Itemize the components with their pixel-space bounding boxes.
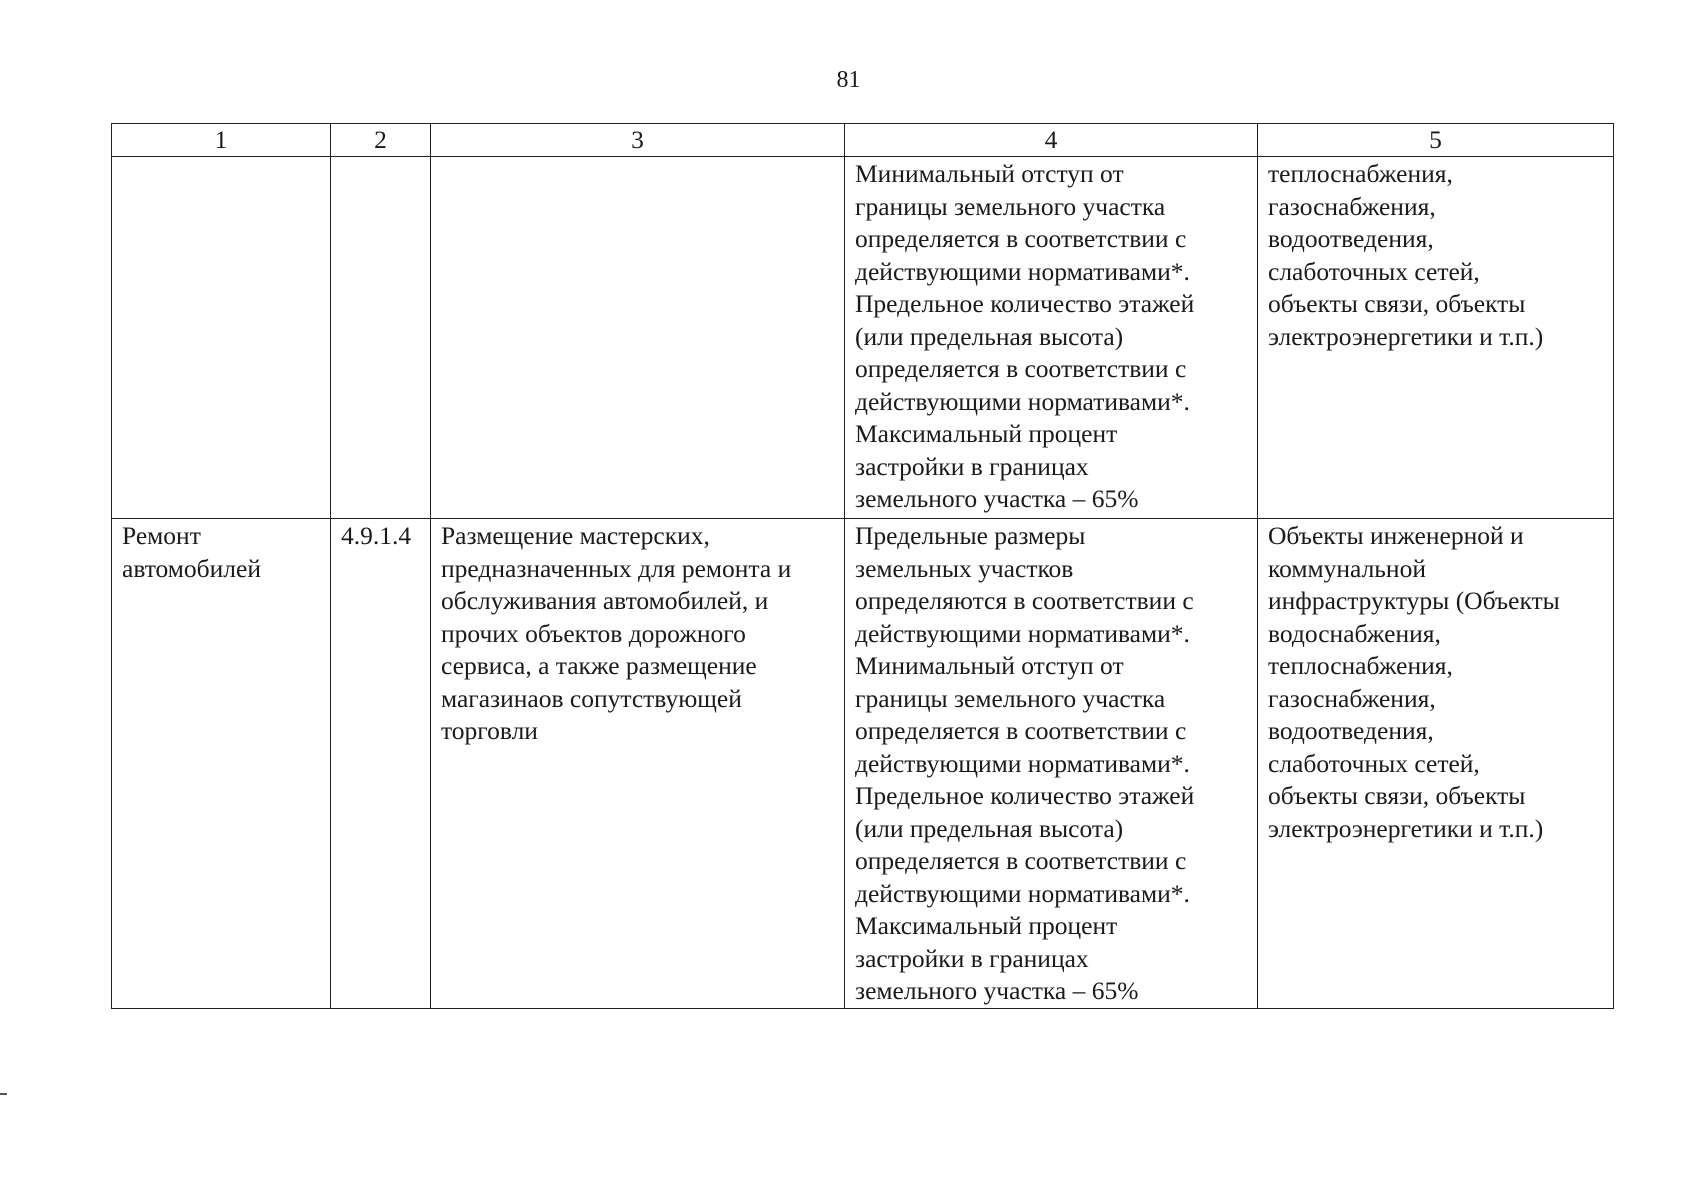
table-row: [112, 519, 1614, 1009]
auxiliary-uses-cell: теплоснабжения, газоснабжения, водоотведения, слаботочных сетей, объекты связи, объекты электроэнергетики и т.п.): [1258, 157, 1614, 519]
column-header-2: 2: [331, 124, 431, 157]
column-header-5: 5: [1258, 124, 1614, 157]
scan-edge-mark: [0, 1093, 7, 1095]
column-header-3: 3: [431, 124, 845, 157]
table-header-row: [112, 124, 1614, 157]
use-type-cell: [112, 157, 331, 519]
column-header-4: 4: [845, 124, 1258, 157]
column-header-1: 1: [112, 124, 331, 157]
use-type-cell: Ремонт автомобилей: [112, 519, 331, 1009]
parameters-cell: Предельные размеры земельных участков определяются в соответствии с действующими нормативами*. Минимальный отступ от границы земельного участка определяется в соответствии с действующими нормативами*. Предельное количество этажей (или предельная высота) определяется в соответствии с действующими нормативами*. Максимальный процент застройки в границах земельного участка – 65%: [845, 519, 1258, 1009]
use-description-cell: Размещение мастерских, предназначенных для ремонта и обслуживания автомобилей, и прочих объектов дорожного сервиса, а также размещение магазинаов сопутствующей торговли: [431, 519, 845, 1009]
parameters-cell: Минимальный отступ от границы земельного участка определяется в соответствии с действующими нормативами*. Предельное количество этажей (или предельная высота) определяется в соответствии с действующими нормативами*. Максимальный процент застройки в границах земельного участка – 65%: [845, 157, 1258, 519]
use-code-cell: 4.9.1.4: [331, 519, 431, 1009]
table-row: [112, 157, 1614, 519]
use-code-cell: [331, 157, 431, 519]
page-number: 81: [836, 67, 861, 93]
zoning-table: [111, 123, 1614, 1009]
use-description-cell: [431, 157, 845, 519]
auxiliary-uses-cell: Объекты инженерной и коммунальной инфраструктуры (Объекты водоснабжения, теплоснабжения, газоснабжения, водоотведения, слаботочных сетей, объекты связи, объекты электроэнергетики и т.п.): [1258, 519, 1614, 1009]
